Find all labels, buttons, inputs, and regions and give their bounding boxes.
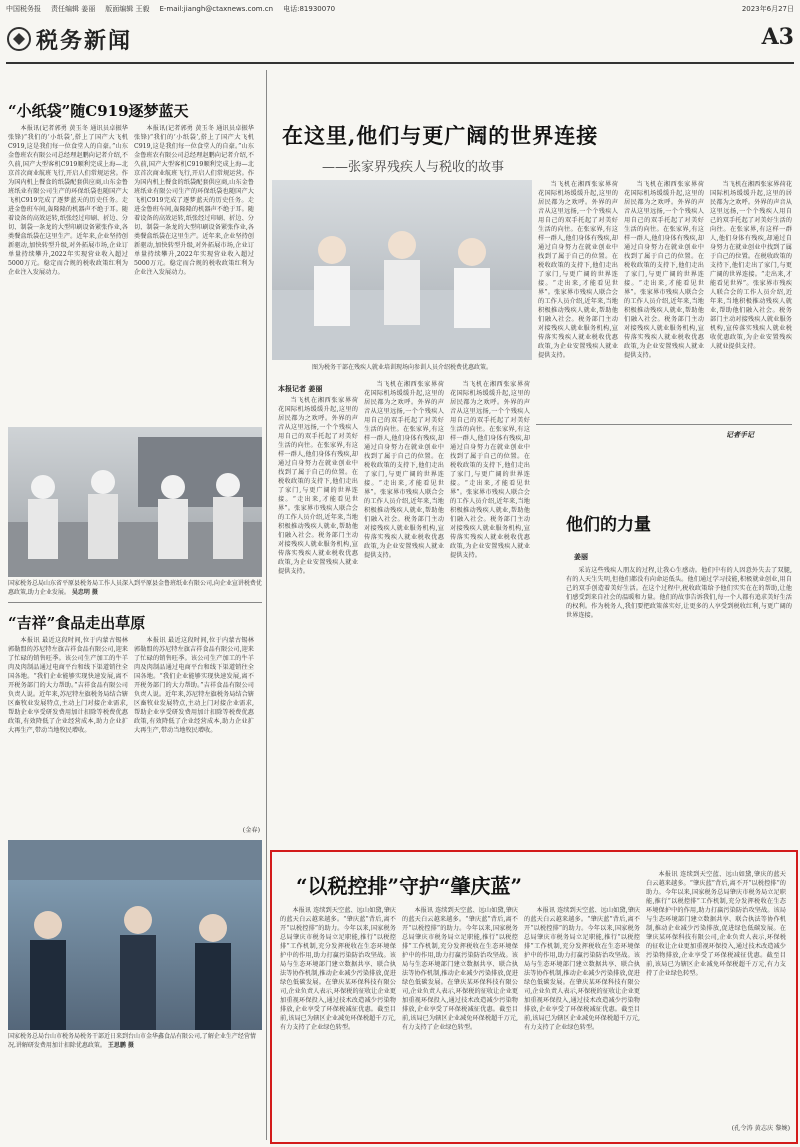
issue-date: 2023年6月27日: [741, 5, 794, 13]
article2-title: “吉祥”食品走出草原: [8, 614, 146, 632]
feature-subtitle: ——张家界残疾人与税收的故事: [322, 160, 505, 175]
article3-body-col4: [646, 870, 786, 1120]
photo2-caption: [8, 1033, 262, 1050]
divider: [8, 602, 262, 603]
article3-sign: (孔令涛 黄志庆 黎婉): [731, 1125, 790, 1132]
article3-body-col2: [402, 906, 518, 1132]
feature-byline: 本报记者 姜丽: [278, 385, 323, 393]
article2-body-text: 本报讯 最近这段时间,位于内蒙古锡林郭勒盟的苏尼特左旗吉祥食品有限公司,迎来了忙碌的销售旺季。该公司生产加工的牛羊肉及肉制品通过电商平台和线下渠道销往全国各地。“我们企业能够实现快速发展,离不开税务部门的大力帮助。”吉祥食品有限公司负责人说。近年来,苏尼特左旗税务局结合辖区畜牧业发展特点,主动上门对接企业需求,帮助企业享受研发费用加计扣除等税费优惠政策,有效降低了企业经营成本,助力企业扩大再生产,带动当地牧民增收。: [8, 637, 128, 734]
feature-title: 在这里,他们与更广阔的世界连接: [282, 123, 599, 148]
feature-body-text: 当飞机在湘西张家界荷花国际机场缓缓升起,这里的居民都为之欢呼。外界的声音从这里远扬,一个个残疾人用自己的双手托起了对美好生活的向往。在张家界,有这样一群人,他们身体有残疾,却通过自身努力在就业创业中找到了属于自己的位置。在税收政策的支持下,他们走出了家门,与更广阔的世界连接。“走出来,才能看见世界”。张家界市残疾人联合会的工作人员介绍,近年来,当地积极推动残疾人就业,帮助他们融入社会。税务部门主动对接残疾人就业服务机构,宣传落实残疾人就业税收优惠政策,为企业安置残疾人就业提供支持。: [278, 397, 358, 575]
article2-body-col1: [8, 636, 128, 836]
article1-body-col2: [134, 124, 254, 424]
article1-title: “小纸袋”随C919逐梦蓝天: [8, 102, 189, 120]
article3-body-text: 本报讯 连续到天空蓝、远山如黛,肇庆的蓝天白云越来越多。“肇庆蓝”背后,离不开“以税控排”的助力。今年以来,国家税务总局肇庆市税务局立足职能,推行“以税控排”工作机制,充分发挥税收在生态环境保护中的作用,助力打赢污染防治攻坚战。该局与生态环境部门建立数据共享、联合执法等协作机制,推动企业减少污染排放,促进绿色低碳发展。在肇庆某环保科技有限公司,企业负责人表示,环保税的征收让企业更加重视环保投入,通过技术改造减少污染物排放,企业享受了环保税减征优惠。截至目前,该局已为辖区企业减免环保税超千万元,有力支持了企业绿色转型。: [280, 907, 396, 1031]
feature-photo-caption: 图为税务干部在残疾人就业培训现场向参训人员介绍税费优惠政策。: [311, 364, 492, 371]
photo1-credit: 吴忠明 摄: [71, 588, 98, 596]
photo1-caption-text: 国家税务总局山东省平原县税务局工作人员深入到平原县金鲁班纸业有限公司,向企业宣讲税费优惠政策,助力企业发展。: [8, 580, 262, 596]
phone: 电话:81930070: [283, 5, 336, 13]
designer-name: 版面编辑 王毅: [105, 5, 150, 13]
feature-body-text-5: 当飞机在湘西张家界荷花国际机场缓缓升起,这里的居民都为之欢呼。外界的声音从这里远扬,一个个残疾人用自己的双手托起了对美好生活的向往。在张家界,有这样一群人,他们身体有残疾,却通过自身努力在就业创业中找到了属于自己的位置。在税收政策的支持下,他们走出了家门,与更广阔的世界连接。“走出来,才能看见世界”。张家界市残疾人联合会的工作人员介绍,近年来,当地积极推动残疾人就业,帮助他们融入社会。税务部门主动对接残疾人就业服务机构,宣传落实残疾人就业税收优惠政策,为企业安置残疾人就业提供支持。: [624, 181, 704, 359]
article1-body-col1: [8, 124, 128, 424]
feature-body-text-2: 当飞机在湘西张家界荷花国际机场缓缓升起,这里的居民都为之欢呼。外界的声音从这里远扬,一个个残疾人用自己的双手托起了对美好生活的向往。在张家界,有这样一群人,他们身体有残疾,却通过自身努力在就业创业中找到了属于自己的位置。在税收政策的支持下,他们走出了家门,与更广阔的世界连接。“走出来,才能看见世界”。张家界市残疾人联合会的工作人员介绍,近年来,当地积极推动残疾人就业,帮助他们融入社会。税务部门主动对接残疾人就业服务机构,宣传落实残疾人就业税收优惠政策,为企业安置残疾人就业提供支持。: [364, 381, 444, 559]
article1-body-text-cont: 本报讯(记者郭勇 黄玉冬 通讯员卓振华 张锋)“我们的‘小纸袋’,搭上了国产大飞机C919,这是我们每一位食堂人的自豪。”山东金鲁班农有限公司总经理赵鹏向记者介绍,不久前,国产大型客机C919顺利完成上海—北京首次商业航班飞行,开启人们常规运营。作为国内机上餐食的纸袋配套供应商,山东金鲁班纸业有限公司生产的环保纸袋也随国产大飞机C919完成了逐梦蓝天的历史任务。走进金鲁班车间,轰隆隆的机器声不绝于耳。随着设备的高效运转,纸张经过印刷、折边、分切、制袋一条龙的大型印刷设备紧张作业,各类餐盒纸袋在这里生产。近年来,企业坚持创新驱动,加快转型升级,对外拓展市场,企业订单量持续攀升,2022年实现营业收入超过5000万元。稳定而合规的税收政策红利为企业注入发展动力。: [134, 125, 254, 276]
article2-body-col2: [134, 636, 254, 826]
editor-name: 责任编辑 姜丽: [51, 5, 96, 13]
article1-body-text: 本报讯(记者郭勇 黄玉冬 通讯员卓振华 张锋)“我们的‘小纸袋’,搭上了国产大飞机C919,这是我们每一位食堂人的自豪。”山东金鲁班农有限公司总经理赵鹏向记者介绍,不久前,国产大型客机C919顺利完成上海—北京首次商业航班飞行,开启人们常规运营。作为国内机上餐食的纸袋配套供应商,山东金鲁班纸业有限公司生产的环保纸袋也随国产大飞机C919完成了逐梦蓝天的历史任务。走进金鲁班车间,轰隆隆的机器声不绝于耳。随着设备的高效运转,纸张经过印刷、折边、分切、制袋一条龙的大型印刷设备紧张作业,各类餐盒纸袋在这里生产。近年来,企业坚持创新驱动,加快转型升级,对外拓展市场,企业订单量持续攀升,2022年实现营业收入超过5000万元。稳定而合规的税收政策红利为企业注入发展动力。: [8, 125, 128, 276]
article3-body-col1: [280, 906, 396, 1132]
page-header-line: [6, 0, 794, 18]
masthead: [6, 18, 794, 64]
article3-body-col3: [524, 906, 640, 1132]
essay-title: 他们的力量: [566, 515, 651, 535]
column-divider: [266, 70, 267, 1140]
essay-tag: 记者手记: [726, 431, 754, 439]
paper-name: 中国税务报: [6, 5, 41, 13]
essay-divider: [536, 424, 792, 425]
article3-title: “以税控排”守护“肇庆蓝”: [296, 874, 523, 898]
tax-logo-icon: [6, 26, 32, 52]
feature-body-col2: [364, 380, 444, 836]
photo-airport-staff: [8, 427, 262, 577]
article3-body-text-4: 本报讯 连续到天空蓝、远山如黛,肇庆的蓝天白云越来越多。“肇庆蓝”背后,离不开“以税控排”的助力。今年以来,国家税务总局肇庆市税务局立足职能,推行“以税控排”工作机制,充分发挥税收在生态环境保护中的作用,助力打赢污染防治攻坚战。该局与生态环境部门建立数据共享、联合执法等协作机制,推动企业减少污染排放,促进绿色低碳发展。在肇庆某环保科技有限公司,企业负责人表示,环保税的征收让企业更加重视环保投入,通过技术改造减少污染物排放,企业享受了环保税减征优惠。截至目前,该局已为辖区企业减免环保税超千万元,有力支持了企业绿色转型。: [646, 871, 786, 977]
article2-body-text-cont: 本报讯 最近这段时间,位于内蒙古锡林郭勒盟的苏尼特左旗吉祥食品有限公司,迎来了忙碌的销售旺季。该公司生产加工的牛羊肉及肉制品通过电商平台和线下渠道销往全国各地。“我们企业能够实现快速发展,离不开税务部门的大力帮助。”吉祥食品有限公司负责人说。近年来,苏尼特左旗税务局结合辖区畜牧业发展特点,主动上门对接企业需求,帮助企业享受研发费用加计扣除等税费优惠政策,有效降低了企业经营成本,助力企业扩大再生产,带动当地牧民增收。: [134, 637, 254, 734]
feature-body-text-4: 当飞机在湘西张家界荷花国际机场缓缓升起,这里的居民都为之欢呼。外界的声音从这里远扬,一个个残疾人用自己的双手托起了对美好生活的向往。在张家界,有这样一群人,他们身体有残疾,却通过自身努力在就业创业中找到了属于自己的位置。在税收政策的支持下,他们走出了家门,与更广阔的世界连接。“走出来,才能看见世界”。张家界市残疾人联合会的工作人员介绍,近年来,当地积极推动残疾人就业,帮助他们融入社会。税务部门主动对接残疾人就业服务机构,宣传落实残疾人就业税收优惠政策,为企业安置残疾人就业提供支持。: [538, 181, 618, 359]
photo-tax-visit: [8, 840, 262, 1030]
feature-body-col3: [450, 380, 530, 836]
photo2-credit: 王思鹏 摄: [107, 1041, 134, 1049]
article3-body-text-2: 本报讯 连续到天空蓝、远山如黛,肇庆的蓝天白云越来越多。“肇庆蓝”背后,离不开“以税控排”的助力。今年以来,国家税务总局肇庆市税务局立足职能,推行“以税控排”工作机制,充分发挥税收在生态环境保护中的作用,助力打赢污染防治攻坚战。该局与生态环境部门建立数据共享、联合执法等协作机制,推动企业减少污染排放,促进绿色低碳发展。在肇庆某环保科技有限公司,企业负责人表示,环保税的征收让企业更加重视环保投入,通过技术改造减少污染物排放,企业享受了环保税减征优惠。截至目前,该局已为辖区企业减免环保税超千万元,有力支持了企业绿色转型。: [402, 907, 518, 1031]
article2-sign: (金春): [242, 827, 260, 834]
feature-body-col5: [624, 180, 704, 420]
page-number: A3: [761, 24, 794, 50]
photo2-caption-text: 国家税务总局台山市税务局税务干部近日来到台山市金华鑫食品有限公司,了解企业生产经营情况,讲解研发费用加计扣除优惠政策。: [8, 1033, 256, 1049]
feature-body-col1: [278, 396, 358, 836]
essay-body-text: 采访这些残疾人朋友的过程,让我心生感动。他们中有的人因意外失去了双腿,有的人天生失明,但他们都没有向命运低头。他们通过学习技能,积极就业创业,用自己的双手创造着美好生活。在这个过程中,税收政策给予他们实实在在的帮助,让他们感受到来自社会的温暖和力量。他们的故事告诉我们,每一个人都有追求美好生活的权利。作为税务人,我们要把政策落实好,让更多的人享受到税收红利,与更广阔的世界连接。: [566, 567, 792, 619]
email: E-mail:jiangh@ctaxnews.com.cn: [159, 5, 274, 13]
feature-body-text-6: 当飞机在湘西张家界荷花国际机场缓缓升起,这里的居民都为之欢呼。外界的声音从这里远扬,一个个残疾人用自己的双手托起了对美好生活的向往。在张家界,有这样一群人,他们身体有残疾,却通过自身努力在就业创业中找到了属于自己的位置。在税收政策的支持下,他们走出了家门,与更广阔的世界连接。“走出来,才能看见世界”。张家界市残疾人联合会的工作人员介绍,近年来,当地积极推动残疾人就业,帮助他们融入社会。税务部门主动对接残疾人就业服务机构,宣传落实残疾人就业税收优惠政策,为企业安置残疾人就业提供支持。: [710, 181, 792, 350]
feature-body-text-3: 当飞机在湘西张家界荷花国际机场缓缓升起,这里的居民都为之欢呼。外界的声音从这里远扬,一个个残疾人用自己的双手托起了对美好生活的向往。在张家界,有这样一群人,他们身体有残疾,却通过自身努力在就业创业中找到了属于自己的位置。在税收政策的支持下,他们走出了家门,与更广阔的世界连接。“走出来,才能看见世界”。张家界市残疾人联合会的工作人员介绍,近年来,当地积极推动残疾人就业,帮助他们融入社会。税务部门主动对接残疾人就业服务机构,宣传落实残疾人就业税收优惠政策,为企业安置残疾人就业提供支持。: [450, 381, 530, 559]
feature-body-col6: [710, 180, 792, 420]
feature-body-col4: [538, 180, 618, 420]
essay-body: [566, 566, 792, 836]
article3-body-text-3: 本报讯 连续到天空蓝、远山如黛,肇庆的蓝天白云越来越多。“肇庆蓝”背后,离不开“以税控排”的助力。今年以来,国家税务总局肇庆市税务局立足职能,推行“以税控排”工作机制,充分发挥税收在生态环境保护中的作用,助力打赢污染防治攻坚战。该局与生态环境部门建立数据共享、联合执法等协作机制,推动企业减少污染排放,促进绿色低碳发展。在肇庆某环保科技有限公司,企业负责人表示,环保税的征收让企业更加重视环保投入,通过技术改造减少污染物排放,企业享受了环保税减征优惠。截至目前,该局已为辖区企业减免环保税超千万元,有力支持了企业绿色转型。: [524, 907, 640, 1031]
section-title: 税务新闻: [36, 28, 133, 54]
photo-training-illustration: [272, 180, 532, 360]
photo-tax-visit-illustration: [8, 840, 262, 1030]
essay-author: 姜丽: [574, 553, 588, 561]
photo1-caption: [8, 580, 262, 597]
photo-training-session: [272, 180, 532, 360]
photo-airport-staff-illustration: [8, 427, 262, 577]
